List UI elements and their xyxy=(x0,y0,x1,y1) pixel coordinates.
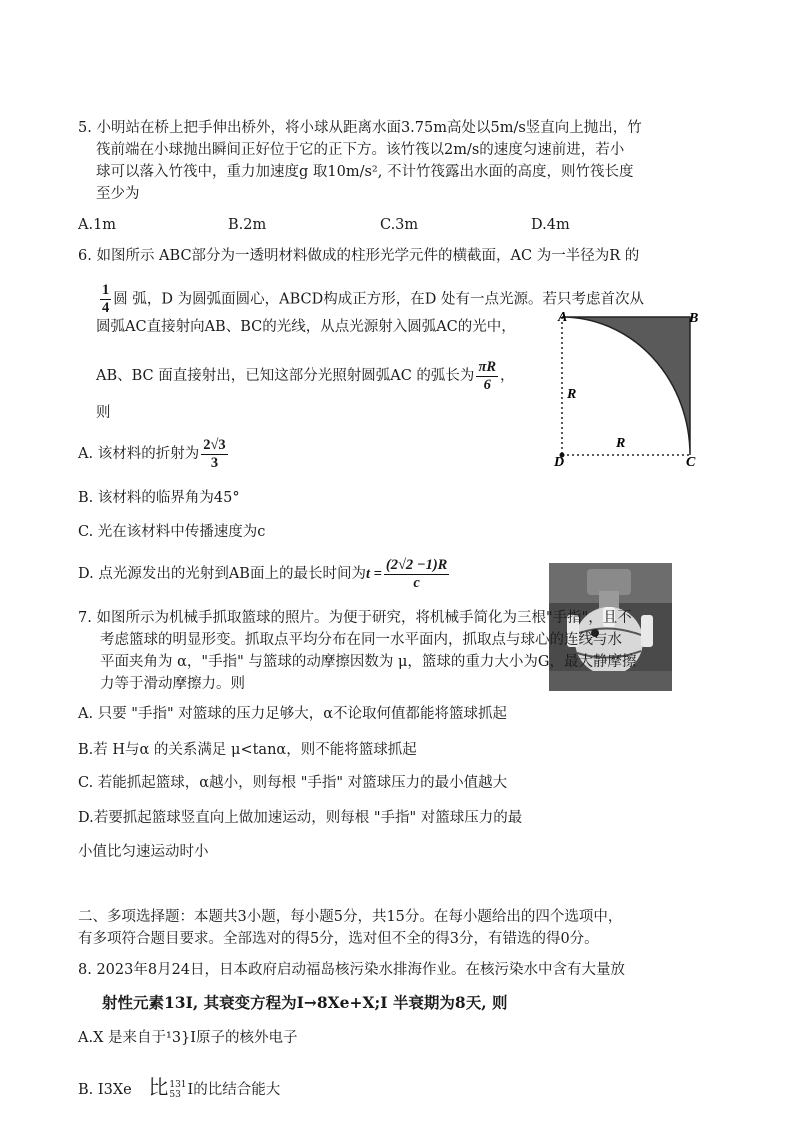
quarter-denominator: 4 xyxy=(102,300,110,316)
q7-line-4: 力等于滑动摩擦力。则 xyxy=(100,676,245,692)
iodine-nuclide-numbers xyxy=(169,1080,186,1100)
refractive-denominator: 3 xyxy=(210,454,219,471)
label-a: A xyxy=(558,310,568,325)
q5-line-3: 球可以落入竹筏中，重力加速度g 取10m/s², 不计竹筏露出水面的高度，则竹筏长度 xyxy=(96,164,634,180)
time-fraction xyxy=(384,557,449,592)
q6-line-2-text: 圆 弧，D 为圆弧面圆心，ABCD构成正方形，在D 处有一点光源。若只考虑首次从 xyxy=(113,291,644,308)
q7-option-d-line-2: 小值比匀速运动时小 xyxy=(78,844,209,860)
q8-option-b-suffix: I的比结合能大 xyxy=(187,1082,281,1098)
q8-line-2: 射性元素13I, 其衰变方程为I→8Xe+X;I 半衰期为8天, 则 xyxy=(102,993,508,1012)
refractive-numerator: 2√3 xyxy=(203,436,226,453)
quarter-fraction xyxy=(100,282,111,317)
section2-line-2: 有多项符合题目要求。全部选对的得5分，选对但不全的得3分，有错选的得0分。 xyxy=(78,931,599,947)
q6-line-4 xyxy=(96,358,515,394)
q5-line-4: 至少为 xyxy=(96,186,140,202)
label-d: D xyxy=(554,455,565,470)
q6-line-1: 6. 如图所示 ABC部分为一透明材料做成的柱形光学元件的横截面，AC 为一半径为R 的 xyxy=(78,248,640,264)
q6-line-3: 圆弧AC直接射向AB、BC的光线，从点光源射入圆弧AC的光中， xyxy=(96,319,516,335)
q7-option-d-line-1: D.若要抓起篮球竖直向上做加速运动，则每根 "手指" 对篮球压力的最 xyxy=(78,810,523,826)
q7-line-3: 平面夹角为 α，"手指" 与篮球的动摩擦因数为 μ，篮球的重力大小为G，最大静摩擦 xyxy=(100,654,637,670)
q8-option-b-compare: 比 xyxy=(148,1075,169,1099)
q8-option-b-prefix: B. I3Xe xyxy=(78,1082,132,1098)
q6-option-a-text: A. 该材料的折射为 xyxy=(78,446,200,462)
q6-line-5: 则 xyxy=(96,405,111,421)
q7-line-1: 7. 如图所示为机械手抓取篮球的照片。为便于研究，将机械手简化为三根"手指"，且不 xyxy=(78,610,632,626)
optics-figure xyxy=(548,304,708,470)
arc-denominator: 6 xyxy=(483,376,491,393)
label-b: B xyxy=(689,311,699,326)
q7-line-2: 考虑篮球的明显形变。抓取点平均分布在同一水平面内，抓取点与球心的连线与水 xyxy=(100,632,622,648)
q8-line-1: 8. 2023年8月24日，日本政府启动福岛核污染水排海作业。在核污染水中含有大量放 xyxy=(78,962,626,978)
quarter-numerator: 1 xyxy=(102,282,110,298)
q6-option-c: C. 光在该材料中传播速度为c xyxy=(78,524,266,540)
material-cross-section xyxy=(562,317,690,455)
time-lhs: t = xyxy=(365,566,382,582)
q7-option-c: C. 若能抓起篮球，α越小，则每根 "手指" 对篮球压力的最小值越大 xyxy=(78,775,508,791)
time-numerator: (2√2 −1)R xyxy=(385,556,448,573)
arc-length-fraction xyxy=(476,359,498,394)
time-denominator: c xyxy=(413,574,420,591)
label-c: C xyxy=(686,455,696,470)
q6-option-a xyxy=(78,436,230,472)
label-r-vertical: R xyxy=(567,387,577,402)
q6-option-d xyxy=(78,556,451,592)
q6-line-4-text: AB、BC 面直接射出，已知这部分光照射圆弧AC 的弧长为 xyxy=(96,368,475,384)
q8-option-b xyxy=(78,1072,280,1105)
arc-numerator: πR xyxy=(478,358,497,375)
iodine-mass-number: 131 xyxy=(169,1080,187,1090)
q7-option-a: A. 只要 "手指" 对篮球的压力足够大，α不论取何值都能将篮球抓起 xyxy=(78,706,508,722)
q8-option-a: A.X 是来自于¹3}I原子的核外电子 xyxy=(78,1030,298,1046)
refractive-index-fraction xyxy=(201,437,227,472)
q5-option-b: B.2m xyxy=(228,217,267,233)
q6-option-b: B. 该材料的临界角为45° xyxy=(78,490,240,506)
section2-line-1: 二、多项选择题：本题共3小题，每小题5分，共15分。在每小题给出的四个选项中， xyxy=(78,909,623,925)
q5-option-d: D.4m xyxy=(531,217,570,233)
q5-line-2: 筏前端在小球抛出瞬间正好位于它的正下方。该竹筏以2m/s的速度匀速前进，若小 xyxy=(96,142,625,158)
label-r-horizontal: R xyxy=(616,436,626,451)
q5-option-a: A.1m xyxy=(78,217,117,233)
q6-line-4-end: ， xyxy=(500,368,515,384)
iodine-atomic-number: 53 xyxy=(169,1090,181,1100)
q5-option-c: C.3m xyxy=(380,217,419,233)
q7-option-b: B.若 H与α 的关系满足 μ<tanα，则不能将篮球抓起 xyxy=(78,742,417,758)
q6-option-d-text: D. 点光源发出的光射到AB面上的最长时间为 xyxy=(78,566,366,582)
q5-line-1: 5. 小明站在桥上把手伸出桥外，将小球从距离水面3.75m高处以5m/s竖直向上抛出，竹 xyxy=(78,120,642,136)
